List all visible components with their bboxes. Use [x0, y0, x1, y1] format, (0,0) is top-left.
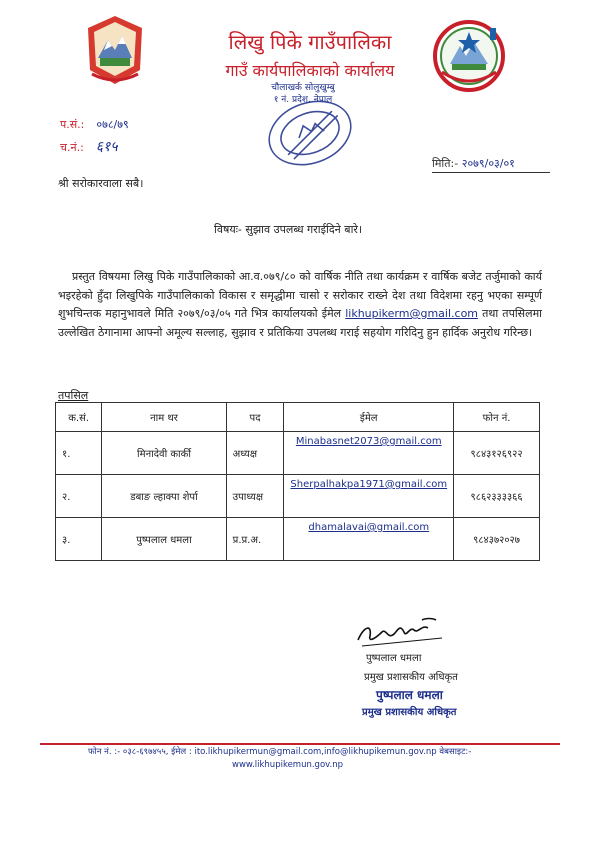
letter-number-value: ०७८/७९: [96, 118, 129, 131]
municipality-name: लिखु पिके गाउँपालिका: [228, 30, 392, 54]
date-value: २०७९/०३/०१: [461, 157, 515, 170]
letter-date: [432, 156, 515, 171]
email-cell[interactable]: dhamalavai@gmail.com: [284, 518, 454, 561]
body-text-part2: तथा तपसिलमा उल्लेखित ठेगानामा आफ्नो अमूल्य सल्लाह, सुझाव र प्रतिकिया उपलब्ध गराई सहयोग गरिदिनु हुन हार्दिक अनुरोध गरिन्छ।: [58, 307, 542, 339]
email-cell[interactable]: Sherpalhakpa1971@gmail.com: [284, 475, 454, 518]
nepal-emblem-icon: [82, 14, 148, 86]
office-name: गाउँ कार्यपालिकाको कार्यालय: [225, 61, 395, 80]
title-stamp: प्रमुख प्रशासकीय अधिकृत: [362, 707, 457, 718]
header-serial: क.सं.: [56, 403, 102, 432]
header-phone: फोन नं.: [454, 403, 540, 432]
stamp-text-line1: चौलाखर्क सोलुखुम्बु: [271, 83, 335, 93]
table-header-row: [56, 403, 540, 432]
footer-contact: फोन नं. :- ०३८-६९७४५५, ईमेल : ito.likhupikermun@gmail.com,info@likhupikemun.gov.np वेबसाइट:-: [88, 747, 472, 757]
header-name: नाम थर: [102, 403, 226, 432]
body-text-part1: प्रस्तुत विषयमा लिखु पिके गाउँपालिकाको आ.व.०७९/८० को वार्षिक नीति तथा कार्यक्रम र वार्षिक बजेट तर्जुमाको कार्य भइरहेको हुँदा लिखुपिके गाउँपालिकाको विकास र समृद्धीमा चासो र सरोकार राख्ने देश तथा विदेशमा रहनु भएका सम्पूर्ण शुभचिन्तक महानुभावले मिति २०७९/०३/०५ गते भित्र कार्यालयको ईमेल: [58, 270, 542, 320]
addressee: श्री सरोकारवाला सबै।: [58, 177, 144, 190]
office-stamp-icon: [262, 94, 358, 172]
phone-cell: ९८६२३३३३६६: [454, 475, 540, 518]
contact-table: [55, 402, 540, 561]
details-heading: तपसिल: [58, 389, 89, 402]
letter-number: [60, 117, 129, 132]
date-underline: [432, 172, 550, 173]
name-cell: डबाङ ल्हाक्पा शेर्पा: [102, 475, 226, 518]
table-row: [56, 432, 540, 475]
signatory-name: पुष्पलाल धमला: [366, 653, 422, 664]
name-stamp: पुष्पलाल धमला: [376, 688, 443, 702]
phone-cell: ९८४३७२०२७: [454, 518, 540, 561]
name-cell: मिनादेवी कार्की: [102, 432, 226, 475]
office-email-link[interactable]: likhupikerm@gmail.com: [345, 307, 479, 320]
footer-website[interactable]: www.likhupikemun.gov.np: [232, 760, 344, 770]
dispatch-number-label: च.नं.:: [60, 141, 84, 154]
serial-cell: १.: [56, 432, 102, 475]
municipality-logo-icon: [428, 18, 510, 96]
table-row: [56, 475, 540, 518]
subject-line: विषयः- सुझाव उपलब्ध गराईदिने बारे।: [214, 223, 363, 236]
body-paragraph: [58, 268, 542, 342]
serial-cell: ३.: [56, 518, 102, 561]
position-cell: अध्यक्ष: [226, 432, 284, 475]
name-cell: पुष्पलाल धमला: [102, 518, 226, 561]
table-row: [56, 518, 540, 561]
letter-number-label: प.सं.:: [60, 118, 85, 131]
header-email: ईमेल: [284, 403, 454, 432]
signature-icon: [352, 610, 452, 650]
phone-cell: ९८४३१२६९२२: [454, 432, 540, 475]
position-cell: उपाध्यक्ष: [226, 475, 284, 518]
date-label: मिति:-: [432, 157, 459, 170]
footer-divider: [40, 743, 560, 745]
serial-cell: २.: [56, 475, 102, 518]
email-cell[interactable]: Minabasnet2073@gmail.com: [284, 432, 454, 475]
stamp-text-line2: १ नं. प्रदेश, नेपाल: [273, 95, 333, 105]
signatory-title: प्रमुख प्रशासकीय अधिकृत: [364, 672, 458, 683]
dispatch-number-value: ६१५: [95, 139, 118, 155]
position-cell: प्र.प्र.अ.: [226, 518, 284, 561]
header-position: पद: [226, 403, 284, 432]
dispatch-number: [60, 137, 118, 156]
